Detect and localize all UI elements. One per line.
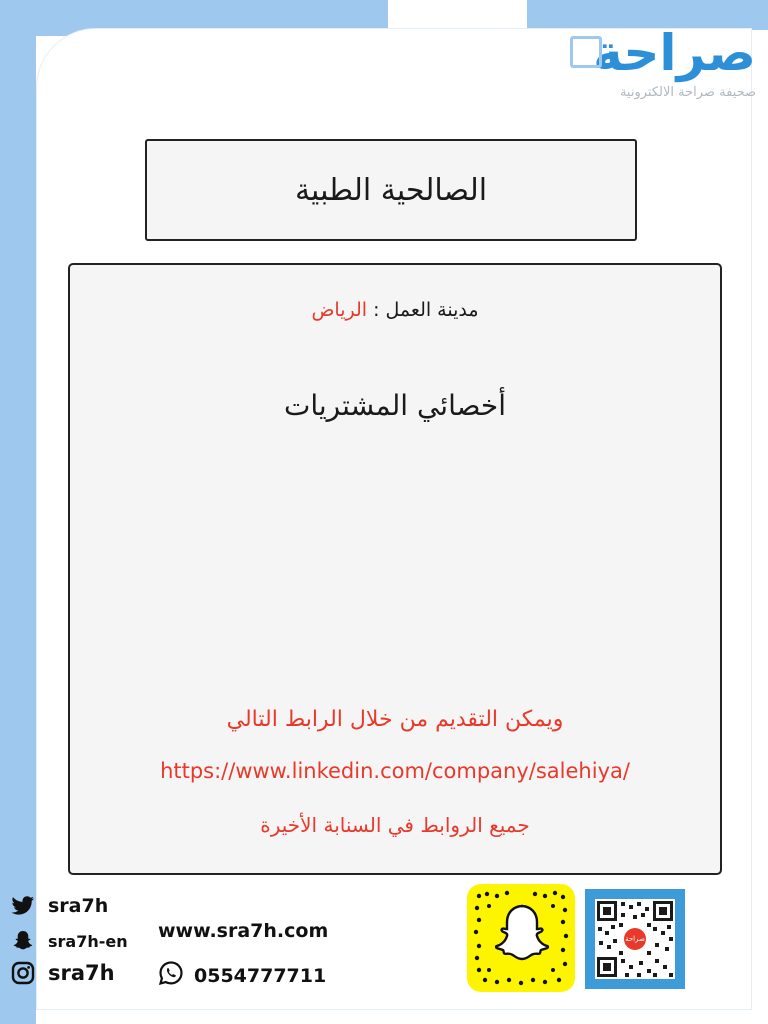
links-note: جميع الروابط في السنابة الأخيرة: [260, 813, 530, 837]
qr-code-pattern: [595, 899, 675, 979]
instagram-handle-row[interactable]: [10, 960, 115, 986]
twitter-handle: sra7h: [48, 895, 109, 917]
qr-code[interactable]: [585, 889, 685, 989]
snapchat-handle-row[interactable]: [10, 928, 128, 954]
snapchat-icon: [10, 928, 36, 954]
job-details-box: [68, 263, 722, 875]
website-url: www.sra7h.com: [158, 920, 329, 942]
instagram-handle: sra7h: [48, 961, 115, 985]
left-decor-bar: [0, 0, 36, 1024]
twitter-icon: [10, 893, 36, 919]
logo-text: صراحة: [593, 24, 756, 82]
instagram-icon: [10, 960, 36, 986]
apply-link[interactable]: https://www.linkedin.com/company/salehiya/: [160, 759, 630, 783]
job-title: أخصائي المشتريات: [284, 389, 506, 422]
brand-logo: [566, 22, 756, 102]
whatsapp-icon: [158, 960, 184, 991]
snapchat-handle: sra7h-en: [48, 931, 128, 951]
qr-center-badge: صراحة: [624, 928, 646, 950]
phone-row[interactable]: [158, 960, 326, 991]
city-label: مدينة العمل :: [367, 299, 479, 321]
apply-instructions: ويمكن التقديم من خلال الرابط التالي: [226, 707, 564, 732]
city-line: [70, 299, 720, 321]
twitter-handle-row[interactable]: [10, 893, 108, 919]
company-name: الصالحية الطبية: [294, 172, 488, 208]
logo-mark-icon: [570, 36, 602, 68]
snapcode[interactable]: [467, 884, 575, 992]
website-row[interactable]: [158, 920, 328, 942]
city-value: الرياض: [311, 299, 368, 321]
phone-number: 0554777711: [194, 964, 327, 987]
logo-tagline: صحيفة صراحة الالكترونية: [619, 85, 756, 100]
company-title-box: [145, 139, 637, 241]
